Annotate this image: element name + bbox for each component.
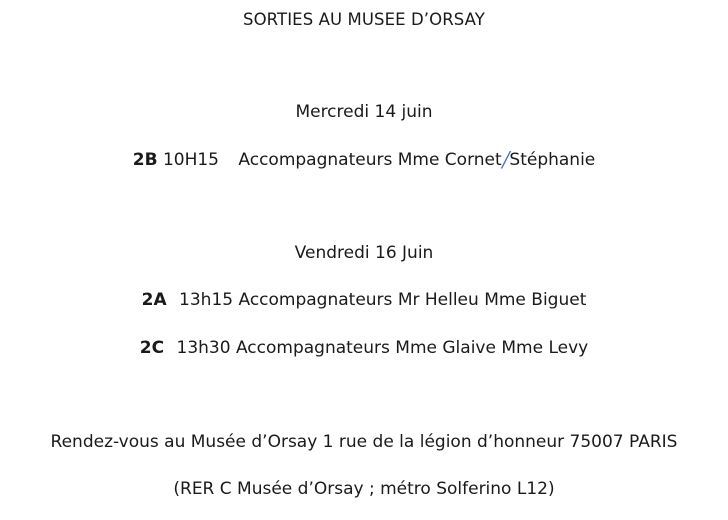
companions-names-extra: Stéphanie [509,150,596,170]
date-heading-wednesday: Mercredi 14 juin [295,102,433,122]
companions-label: Accompagnateurs [238,290,393,310]
companions-names: Mme Cornet [397,150,502,170]
handwritten-slash: / [501,147,510,173]
class-code: 2B [132,150,158,170]
class-code: 2C [139,338,165,358]
companions-label: Accompagnateurs [235,338,390,358]
class-code: 2A [141,290,167,310]
meeting-point: Rendez-vous au Musée d’Orsay 1 rue de la légion d’honneur 75007 PARIS [50,432,678,452]
transport-info: (RER C Musée d’Orsay ; métro Solferino L12) [173,479,555,499]
group-row-2c [0,337,728,359]
companions-names: Mme Glaive Mme Levy [395,338,589,358]
date-heading-friday: Vendredi 16 Juin [294,243,434,263]
group-row-2b [0,149,728,171]
companions-label: Accompagnateurs [238,150,393,170]
group-time: 13h30 [176,338,231,358]
companions-names: Mr Helleu Mme Biguet [397,290,587,310]
group-time: 10H15 [162,150,219,170]
document-title: SORTIES AU MUSEE D’ORSAY [243,10,485,29]
group-time: 13h15 [179,290,234,310]
group-row-2a [0,289,728,311]
